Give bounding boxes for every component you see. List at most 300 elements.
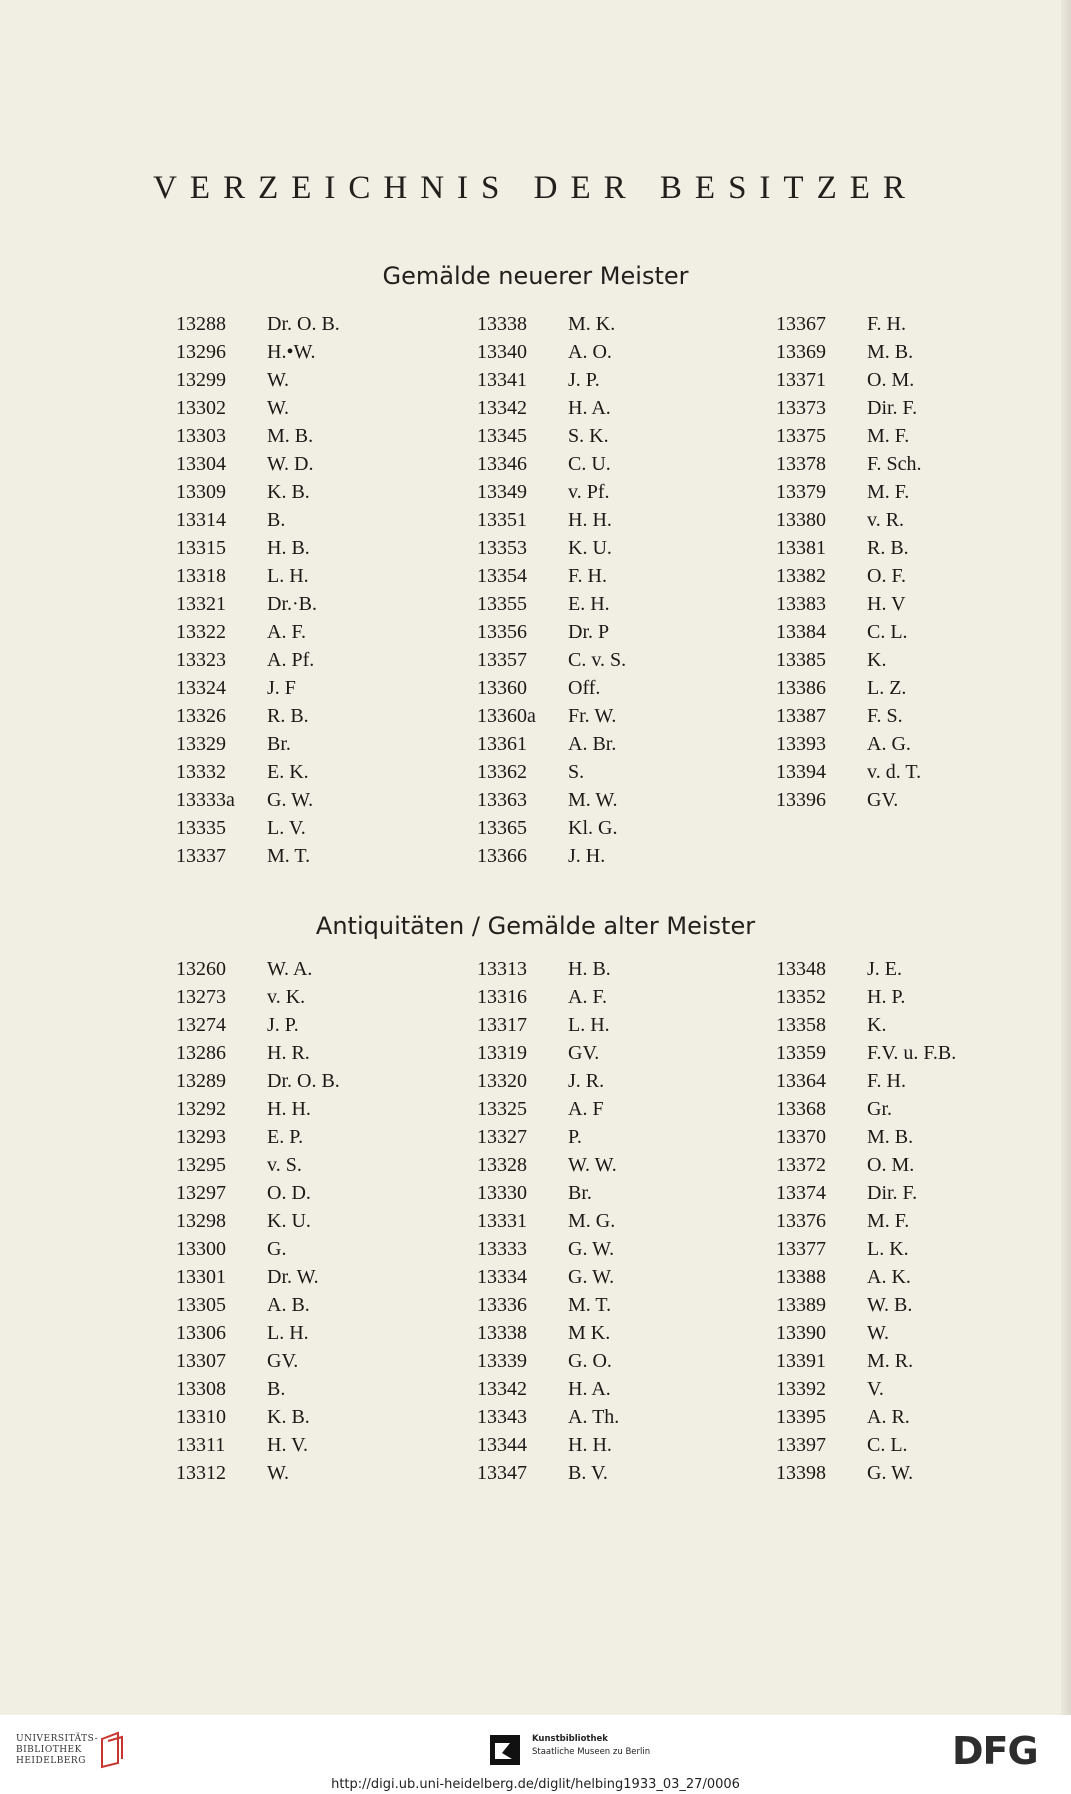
owner-initials: F. Sch. bbox=[867, 453, 922, 475]
owner-initials: M. T. bbox=[568, 1294, 612, 1316]
catalog-number: 13394 bbox=[776, 761, 826, 783]
owner-initials: Dr. P bbox=[568, 621, 610, 643]
catalog-number: 13393 bbox=[776, 733, 826, 755]
owner-entry bbox=[477, 1403, 717, 1431]
owner-entry bbox=[776, 1375, 1016, 1403]
owner-initials: O. M. bbox=[867, 1154, 915, 1176]
owner-entry bbox=[477, 1179, 717, 1207]
catalog-number: 13357 bbox=[477, 649, 527, 671]
owner-initials: M. W. bbox=[568, 789, 618, 811]
owner-initials: K. bbox=[867, 649, 887, 671]
kunstbibliothek-label[interactable]: Kunstbibliothek Staatliche Museen zu Berlin bbox=[532, 1734, 651, 1757]
catalog-number: 13385 bbox=[776, 649, 826, 671]
owner-entry bbox=[477, 366, 717, 394]
owner-initials: C. v. S. bbox=[568, 649, 627, 671]
catalog-number: 13298 bbox=[176, 1210, 226, 1232]
owner-entry bbox=[477, 814, 717, 842]
owner-entry bbox=[176, 1011, 416, 1039]
owner-entry bbox=[477, 478, 717, 506]
owner-entry bbox=[176, 338, 416, 366]
catalog-number: 13354 bbox=[477, 565, 527, 587]
owner-initials: B. bbox=[267, 509, 286, 531]
owner-entry bbox=[776, 1459, 1016, 1487]
owner-entry bbox=[776, 1207, 1016, 1235]
owner-initials: H. H. bbox=[568, 1434, 612, 1456]
catalog-number: 13331 bbox=[477, 1210, 527, 1232]
owner-entry bbox=[477, 506, 717, 534]
catalog-number: 13292 bbox=[176, 1098, 226, 1120]
owner-initials: Dr. O. B. bbox=[267, 313, 340, 335]
owner-entry bbox=[477, 1011, 717, 1039]
owner-initials: L. K. bbox=[867, 1238, 909, 1260]
catalog-number: 13305 bbox=[176, 1294, 226, 1316]
owner-entry bbox=[477, 842, 717, 870]
catalog-number: 13355 bbox=[477, 593, 527, 615]
owner-column bbox=[176, 955, 416, 1487]
owner-entry bbox=[776, 758, 1016, 786]
owner-initials: M. F. bbox=[867, 481, 910, 503]
catalog-number: 13384 bbox=[776, 621, 826, 643]
section-heading-modern-paintings: Gemälde neuerer Meister bbox=[382, 262, 689, 290]
university-library-logo-text[interactable]: UNIVERSITÄTS- BIBLIOTHEK HEIDELBERG bbox=[16, 1734, 99, 1766]
owner-entry bbox=[176, 674, 416, 702]
owner-entry bbox=[776, 1291, 1016, 1319]
catalog-number: 13351 bbox=[477, 509, 527, 531]
catalog-number: 13359 bbox=[776, 1042, 826, 1064]
catalog-number: 13332 bbox=[176, 761, 226, 783]
catalog-number: 13343 bbox=[477, 1406, 527, 1428]
owner-initials: Dr. W. bbox=[267, 1266, 319, 1288]
owner-initials: Gr. bbox=[867, 1098, 892, 1120]
owner-initials: Kl. G. bbox=[568, 817, 618, 839]
owner-initials: F. H. bbox=[867, 1070, 906, 1092]
catalog-number: 13352 bbox=[776, 986, 826, 1008]
catalog-number: 13345 bbox=[477, 425, 527, 447]
owner-entry bbox=[477, 450, 717, 478]
catalog-number: 13289 bbox=[176, 1070, 226, 1092]
owner-entry bbox=[776, 1347, 1016, 1375]
owner-initials: H. A. bbox=[568, 397, 611, 419]
catalog-number: 13368 bbox=[776, 1098, 826, 1120]
page-edge bbox=[1061, 0, 1071, 1715]
catalog-number: 13344 bbox=[477, 1434, 527, 1456]
catalog-number: 13342 bbox=[477, 1378, 527, 1400]
owner-entry bbox=[776, 1039, 1016, 1067]
owner-initials: C. U. bbox=[568, 453, 611, 475]
owner-initials: A. F bbox=[568, 1098, 604, 1120]
owner-entry bbox=[477, 1235, 717, 1263]
owner-initials: B. bbox=[267, 1378, 286, 1400]
catalog-number: 13370 bbox=[776, 1126, 826, 1148]
owner-entry bbox=[776, 562, 1016, 590]
owner-initials: Dir. F. bbox=[867, 1182, 918, 1204]
catalog-number: 13337 bbox=[176, 845, 226, 867]
owner-column bbox=[776, 310, 1016, 814]
catalog-number: 13304 bbox=[176, 453, 226, 475]
owner-initials: V. bbox=[867, 1378, 884, 1400]
catalog-number: 13360 bbox=[477, 677, 527, 699]
catalog-number: 13372 bbox=[776, 1154, 826, 1176]
catalog-number: 13303 bbox=[176, 425, 226, 447]
owner-entry bbox=[776, 478, 1016, 506]
catalog-number: 13338 bbox=[477, 313, 527, 335]
owner-entry bbox=[176, 534, 416, 562]
owner-entry bbox=[176, 450, 416, 478]
owner-entry bbox=[477, 702, 717, 730]
catalog-number: 13342 bbox=[477, 397, 527, 419]
page-title: VERZEICHNIS DER BESITZER bbox=[153, 170, 918, 206]
catalog-number: 13349 bbox=[477, 481, 527, 503]
owner-initials: S. bbox=[568, 761, 585, 783]
owner-initials: J. P. bbox=[568, 369, 600, 391]
owner-initials: E. P. bbox=[267, 1126, 304, 1148]
owner-initials: A. Pf. bbox=[267, 649, 315, 671]
owner-entry bbox=[776, 310, 1016, 338]
kunstbibliothek-logo-icon[interactable] bbox=[490, 1735, 520, 1765]
owner-entry bbox=[776, 1151, 1016, 1179]
owner-initials: M K. bbox=[568, 1322, 611, 1344]
owner-entry bbox=[176, 478, 416, 506]
catalog-number: 13362 bbox=[477, 761, 527, 783]
owner-initials: v. Pf. bbox=[568, 481, 610, 503]
owner-initials: H. H. bbox=[568, 509, 612, 531]
owner-initials: W. bbox=[267, 369, 290, 391]
catalog-number: 13380 bbox=[776, 509, 826, 531]
catalog-number: 13299 bbox=[176, 369, 226, 391]
owner-initials: M. F. bbox=[867, 425, 910, 447]
owner-initials: E. K. bbox=[267, 761, 309, 783]
owner-initials: G. W. bbox=[568, 1238, 615, 1260]
owner-initials: A. G. bbox=[867, 733, 911, 755]
catalog-number: 13365 bbox=[477, 817, 527, 839]
owner-entry bbox=[176, 310, 416, 338]
owner-initials: K. U. bbox=[568, 537, 612, 559]
owner-initials: R. B. bbox=[867, 537, 909, 559]
catalog-number: 13293 bbox=[176, 1126, 226, 1148]
catalog-number: 13310 bbox=[176, 1406, 226, 1428]
catalog-number: 13395 bbox=[776, 1406, 826, 1428]
catalog-number: 13397 bbox=[776, 1434, 826, 1456]
catalog-number: 13326 bbox=[176, 705, 226, 727]
owner-initials: H.•W. bbox=[267, 341, 316, 363]
owner-entry bbox=[477, 1123, 717, 1151]
owner-entry bbox=[176, 590, 416, 618]
owner-entry bbox=[176, 1039, 416, 1067]
owner-initials: K. B. bbox=[267, 481, 310, 503]
catalog-number: 13320 bbox=[477, 1070, 527, 1092]
owner-entry bbox=[776, 1067, 1016, 1095]
catalog-number: 13321 bbox=[176, 593, 226, 615]
catalog-number: 13348 bbox=[776, 958, 826, 980]
catalog-number: 13311 bbox=[176, 1434, 226, 1456]
owner-initials: K. bbox=[867, 1014, 887, 1036]
owner-entry bbox=[776, 674, 1016, 702]
catalog-number: 13274 bbox=[176, 1014, 226, 1036]
catalog-number: 13353 bbox=[477, 537, 527, 559]
owner-initials: M. R. bbox=[867, 1350, 914, 1372]
owner-entry bbox=[776, 786, 1016, 814]
owner-entry bbox=[176, 1459, 416, 1487]
owner-initials: F. H. bbox=[568, 565, 607, 587]
owner-entry bbox=[477, 394, 717, 422]
owner-entry bbox=[477, 618, 717, 646]
owner-initials: J. R. bbox=[568, 1070, 605, 1092]
catalog-number: 13374 bbox=[776, 1182, 826, 1204]
owner-initials: H. V bbox=[867, 593, 906, 615]
owner-initials: O. F. bbox=[867, 565, 906, 587]
owner-initials: L. H. bbox=[568, 1014, 610, 1036]
catalog-number: 13333 bbox=[477, 1238, 527, 1260]
owner-entry bbox=[176, 1347, 416, 1375]
owner-entry bbox=[176, 562, 416, 590]
owner-entry bbox=[477, 1207, 717, 1235]
owner-entry bbox=[477, 955, 717, 983]
catalog-number: 13340 bbox=[477, 341, 527, 363]
owner-initials: C. L. bbox=[867, 621, 908, 643]
catalog-number: 13307 bbox=[176, 1350, 226, 1372]
catalog-number: 13376 bbox=[776, 1210, 826, 1232]
owner-entry bbox=[477, 1347, 717, 1375]
owner-initials: Dr.·B. bbox=[267, 593, 317, 615]
catalog-number: 13296 bbox=[176, 341, 226, 363]
owner-initials: G. W. bbox=[267, 789, 314, 811]
catalog-number: 13366 bbox=[477, 845, 527, 867]
catalog-number: 13301 bbox=[176, 1266, 226, 1288]
owner-initials: GV. bbox=[867, 789, 899, 811]
catalog-number: 13390 bbox=[776, 1322, 826, 1344]
owner-entry bbox=[776, 730, 1016, 758]
source-url-link[interactable]: http://digi.ub.uni-heidelberg.de/diglit/helbing1933_03_27/0006 bbox=[331, 1777, 740, 1792]
catalog-number: 13391 bbox=[776, 1350, 826, 1372]
owner-initials: L. V. bbox=[267, 817, 306, 839]
owner-entry bbox=[176, 758, 416, 786]
owner-initials: A. F. bbox=[568, 986, 607, 1008]
catalog-number: 13260 bbox=[176, 958, 226, 980]
catalog-number: 13363 bbox=[477, 789, 527, 811]
catalog-number: 13383 bbox=[776, 593, 826, 615]
owner-initials: J. F bbox=[267, 677, 296, 699]
owner-initials: J. P. bbox=[267, 1014, 299, 1036]
catalog-number: 13329 bbox=[176, 733, 226, 755]
owner-entry bbox=[477, 786, 717, 814]
owner-initials: J. E. bbox=[867, 958, 902, 980]
owner-initials: K. B. bbox=[267, 1406, 310, 1428]
owner-initials: v. R. bbox=[867, 509, 905, 531]
owner-entry bbox=[477, 562, 717, 590]
owner-entry bbox=[776, 1095, 1016, 1123]
owner-initials: Dir. F. bbox=[867, 397, 918, 419]
owner-initials: B. V. bbox=[568, 1462, 608, 1484]
owner-entry bbox=[776, 1403, 1016, 1431]
catalog-number: 13369 bbox=[776, 341, 826, 363]
owner-initials: O. D. bbox=[267, 1182, 311, 1204]
owner-initials: M. G. bbox=[568, 1210, 616, 1232]
catalog-number: 13286 bbox=[176, 1042, 226, 1064]
owner-initials: R. B. bbox=[267, 705, 309, 727]
owner-initials: W. W. bbox=[568, 1154, 617, 1176]
owner-entry bbox=[176, 702, 416, 730]
catalog-number: 13273 bbox=[176, 986, 226, 1008]
owner-initials: Off. bbox=[568, 677, 601, 699]
catalog-number: 13308 bbox=[176, 1378, 226, 1400]
catalog-number: 13386 bbox=[776, 677, 826, 699]
catalog-number: 13314 bbox=[176, 509, 226, 531]
owner-entry bbox=[176, 1431, 416, 1459]
owner-entry bbox=[176, 786, 416, 814]
owner-entry bbox=[176, 1319, 416, 1347]
owner-entry bbox=[477, 1459, 717, 1487]
owner-initials: O. M. bbox=[867, 369, 915, 391]
catalog-number: 13312 bbox=[176, 1462, 226, 1484]
owner-entry bbox=[776, 702, 1016, 730]
owner-initials: M. T. bbox=[267, 845, 311, 867]
owner-entry bbox=[176, 1291, 416, 1319]
catalog-number: 13323 bbox=[176, 649, 226, 671]
owner-initials: A. K. bbox=[867, 1266, 911, 1288]
owner-initials: W. bbox=[867, 1322, 890, 1344]
catalog-number: 13316 bbox=[477, 986, 527, 1008]
catalog-number: 13381 bbox=[776, 537, 826, 559]
catalog-number: 13317 bbox=[477, 1014, 527, 1036]
owner-entry bbox=[776, 618, 1016, 646]
owner-initials: K. U. bbox=[267, 1210, 311, 1232]
owner-column bbox=[477, 955, 717, 1487]
digitization-footer bbox=[0, 1715, 1071, 1794]
owner-initials: H. V. bbox=[267, 1434, 308, 1456]
owner-entry bbox=[776, 955, 1016, 983]
owner-initials: M. B. bbox=[267, 425, 314, 447]
owner-initials: L. H. bbox=[267, 1322, 309, 1344]
owner-initials: J. H. bbox=[568, 845, 606, 867]
owner-initials: S. K. bbox=[568, 425, 609, 447]
owner-initials: W. bbox=[267, 397, 290, 419]
catalog-number: 13325 bbox=[477, 1098, 527, 1120]
catalog-number: 13335 bbox=[176, 817, 226, 839]
catalog-number: 13373 bbox=[776, 397, 826, 419]
owner-initials: GV. bbox=[568, 1042, 600, 1064]
owner-initials: A. B. bbox=[267, 1294, 310, 1316]
catalog-number: 13309 bbox=[176, 481, 226, 503]
owner-initials: Fr. W. bbox=[568, 705, 617, 727]
owner-initials: Br. bbox=[267, 733, 291, 755]
catalog-number: 13367 bbox=[776, 313, 826, 335]
owner-initials: A. F. bbox=[267, 621, 306, 643]
catalog-number: 13338 bbox=[477, 1322, 527, 1344]
owner-entry bbox=[776, 1179, 1016, 1207]
owner-entry bbox=[176, 1067, 416, 1095]
catalog-number: 13392 bbox=[776, 1378, 826, 1400]
owner-initials: A. O. bbox=[568, 341, 612, 363]
owner-initials: E. H. bbox=[568, 593, 610, 615]
catalog-number: 13322 bbox=[176, 621, 226, 643]
owner-entry bbox=[477, 1319, 717, 1347]
catalog-number: 13330 bbox=[477, 1182, 527, 1204]
owner-initials: G. W. bbox=[568, 1266, 615, 1288]
owner-initials: C. L. bbox=[867, 1434, 908, 1456]
catalog-number: 13300 bbox=[176, 1238, 226, 1260]
owner-initials: A. R. bbox=[867, 1406, 910, 1428]
owner-entry bbox=[776, 450, 1016, 478]
owner-entry bbox=[176, 1095, 416, 1123]
owner-entry bbox=[776, 590, 1016, 618]
owner-initials: H. H. bbox=[267, 1098, 311, 1120]
owner-initials: v. d. T. bbox=[867, 761, 922, 783]
owner-initials: F.V. u. F.B. bbox=[867, 1042, 957, 1064]
owner-entry bbox=[477, 590, 717, 618]
owner-entry bbox=[477, 310, 717, 338]
owner-initials: A. Br. bbox=[568, 733, 617, 755]
catalog-number: 13358 bbox=[776, 1014, 826, 1036]
owner-initials: F. H. bbox=[867, 313, 906, 335]
owner-initials: F. S. bbox=[867, 705, 903, 727]
owner-entry bbox=[176, 983, 416, 1011]
owner-entry bbox=[176, 618, 416, 646]
owner-initials: L. H. bbox=[267, 565, 309, 587]
owner-entry bbox=[477, 1067, 717, 1095]
catalog-number: 13295 bbox=[176, 1154, 226, 1176]
catalog-number: 13324 bbox=[176, 677, 226, 699]
owner-entry bbox=[477, 1375, 717, 1403]
dfg-logo[interactable]: DFG bbox=[952, 1729, 1038, 1773]
owner-entry bbox=[776, 394, 1016, 422]
owner-initials: H. B. bbox=[267, 537, 310, 559]
owner-entry bbox=[176, 366, 416, 394]
owner-entry bbox=[176, 1263, 416, 1291]
catalog-number: 13361 bbox=[477, 733, 527, 755]
owner-entry bbox=[776, 534, 1016, 562]
owner-entry bbox=[776, 646, 1016, 674]
owner-entry bbox=[176, 1375, 416, 1403]
owner-entry bbox=[477, 646, 717, 674]
owner-entry bbox=[477, 1039, 717, 1067]
university-library-logo-icon[interactable] bbox=[98, 1729, 128, 1769]
catalog-number: 13315 bbox=[176, 537, 226, 559]
catalog-number: 13371 bbox=[776, 369, 826, 391]
owner-initials: GV. bbox=[267, 1350, 299, 1372]
catalog-number: 13339 bbox=[477, 1350, 527, 1372]
owner-initials: W. A. bbox=[267, 958, 313, 980]
owner-initials: A. Th. bbox=[568, 1406, 620, 1428]
owner-entry bbox=[477, 422, 717, 450]
owner-entry bbox=[176, 422, 416, 450]
catalog-number: 13382 bbox=[776, 565, 826, 587]
owner-initials: H. B. bbox=[568, 958, 611, 980]
owner-initials: v. K. bbox=[267, 986, 306, 1008]
catalog-number: 13379 bbox=[776, 481, 826, 503]
catalog-number: 13364 bbox=[776, 1070, 826, 1092]
owner-entry bbox=[477, 1431, 717, 1459]
catalog-number: 13347 bbox=[477, 1462, 527, 1484]
catalog-number: 13306 bbox=[176, 1322, 226, 1344]
catalog-number: 13288 bbox=[176, 313, 226, 335]
owner-entry bbox=[477, 674, 717, 702]
owner-entry bbox=[176, 955, 416, 983]
owner-initials: Dr. O. B. bbox=[267, 1070, 340, 1092]
owner-column bbox=[776, 955, 1016, 1487]
owner-entry bbox=[176, 1403, 416, 1431]
catalog-number: 13356 bbox=[477, 621, 527, 643]
owner-entry bbox=[776, 1011, 1016, 1039]
catalog-number: 13346 bbox=[477, 453, 527, 475]
owner-entry bbox=[776, 506, 1016, 534]
catalog-number: 13327 bbox=[477, 1126, 527, 1148]
catalog-number: 13387 bbox=[776, 705, 826, 727]
owner-initials: H. P. bbox=[867, 986, 906, 1008]
catalog-number: 13341 bbox=[477, 369, 527, 391]
owner-entry bbox=[776, 338, 1016, 366]
owner-initials: G. bbox=[267, 1238, 287, 1260]
owner-initials: H. A. bbox=[568, 1378, 611, 1400]
